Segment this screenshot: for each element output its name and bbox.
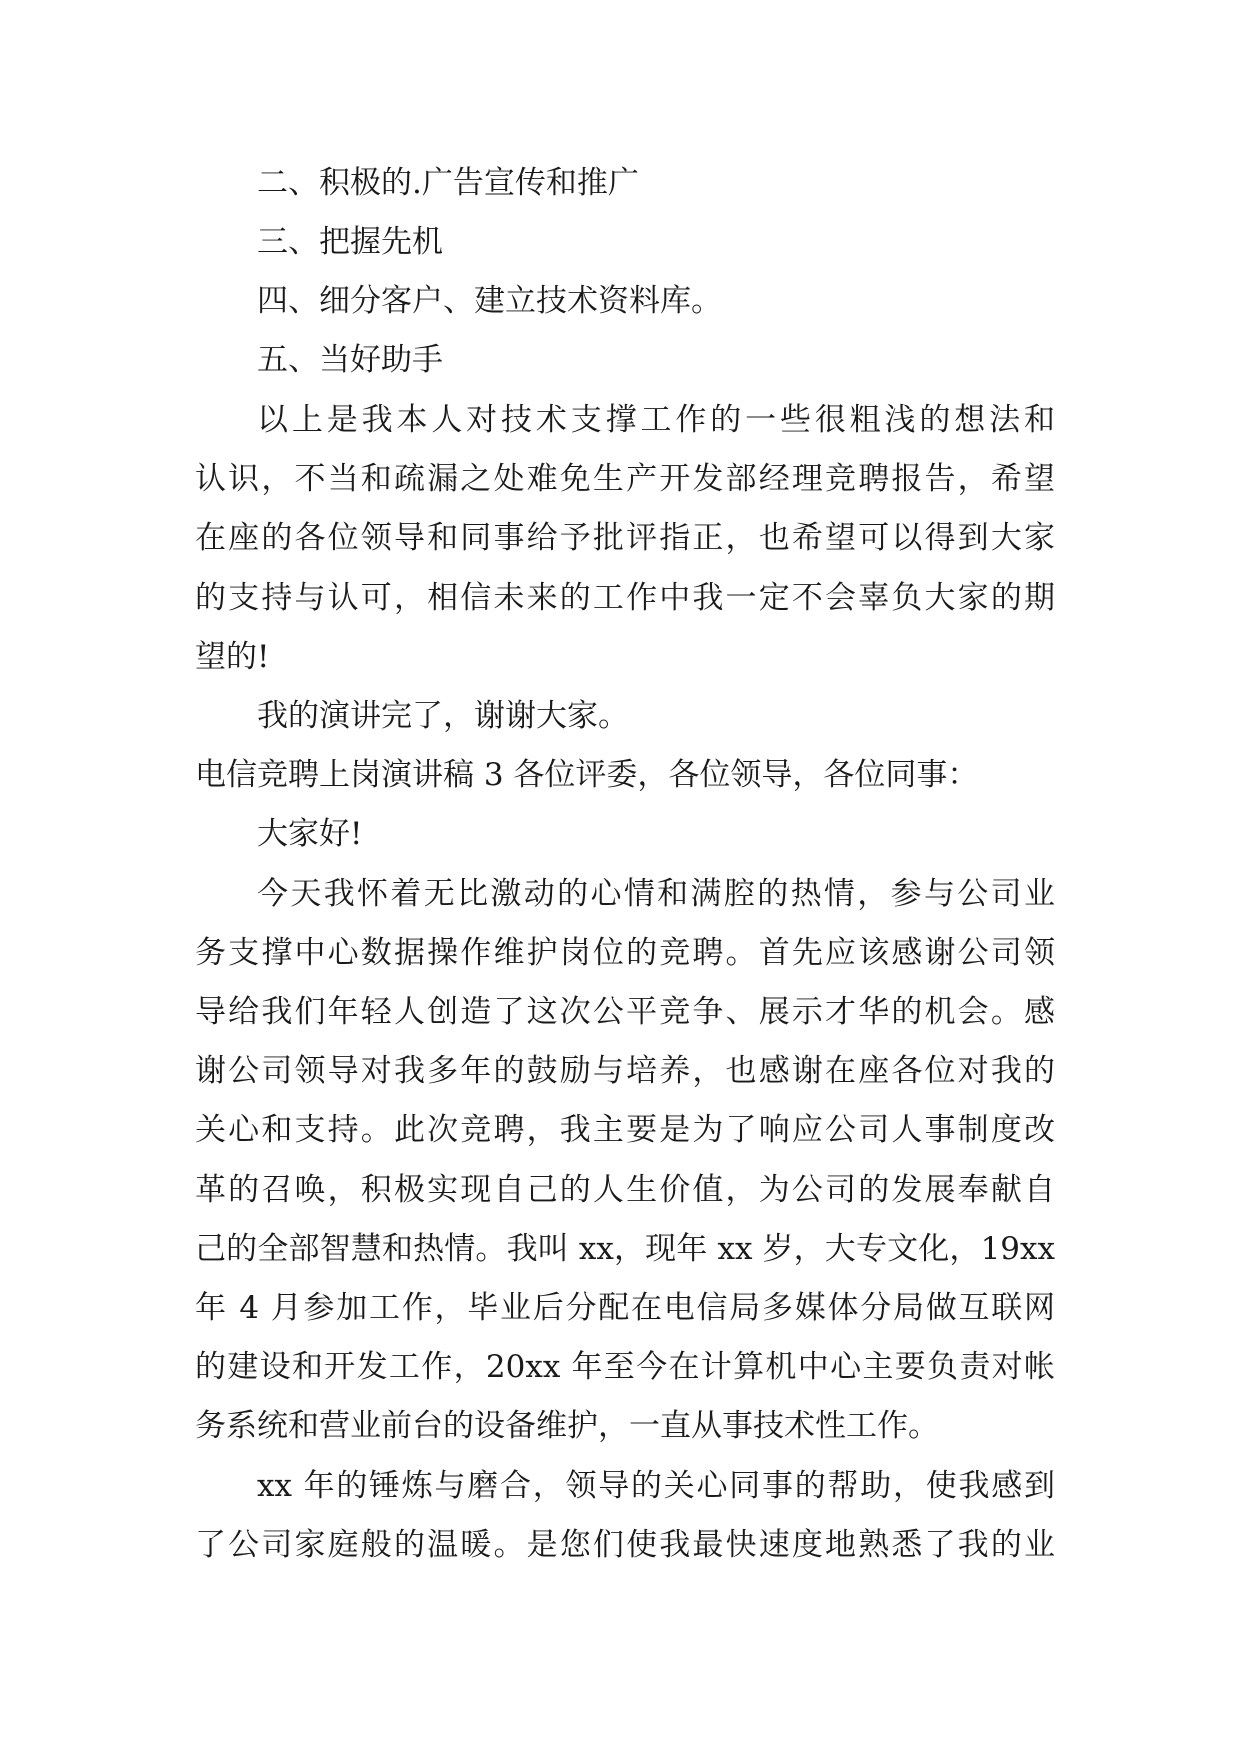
- paragraph-line: 谢公司领导对我多年的鼓励与培养，也感谢在座各位对我的: [195, 1053, 1055, 1089]
- section-heading: 电信竞聘上岗演讲稿 3 各位评委，各位领导，各位同事：: [195, 757, 979, 793]
- list-item-3: 三、把握先机: [257, 224, 443, 260]
- closing-line: 我的演讲完了，谢谢大家。: [257, 698, 629, 734]
- paragraph-line: 望的!: [195, 639, 270, 675]
- paragraph-line: 关心和支持。此次竞聘，我主要是为了响应公司人事制度改: [195, 1112, 1055, 1148]
- paragraph-line: 革的召唤，积极实现自己的人生价值，为公司的发展奉献自: [195, 1172, 1055, 1208]
- paragraph-line: 认识，不当和疏漏之处难免生产开发部经理竞聘报告，希望: [195, 461, 1055, 497]
- paragraph-line: 己的全部智慧和热情。我叫 xx，现年 xx 岁，大专文化，19xx: [195, 1231, 1055, 1267]
- paragraph-line: 务系统和营业前台的设备维护，一直从事技术性工作。: [195, 1408, 939, 1444]
- paragraph-line: 今天我怀着无比激动的心情和满腔的热情，参与公司业: [257, 876, 1055, 912]
- paragraph-line: xx 年的锤炼与磨合，领导的关心同事的帮助，使我感到: [257, 1468, 1055, 1504]
- greeting: 大家好!: [257, 816, 363, 852]
- paragraph-line: 了公司家庭般的温暖。是您们使我最快速度地熟悉了我的业: [195, 1527, 1055, 1563]
- paragraph-line: 务支撑中心数据操作维护岗位的竞聘。首先应该感谢公司领: [195, 935, 1055, 971]
- paragraph-line: 年 4 月参加工作，毕业后分配在电信局多媒体分局做互联网: [195, 1290, 1055, 1326]
- paragraph-line: 以上是我本人对技术支撑工作的一些很粗浅的想法和: [257, 402, 1055, 438]
- list-item-4: 四、细分客户、建立技术资料库。: [257, 283, 722, 319]
- list-item-5: 五、当好助手: [257, 342, 443, 378]
- paragraph-line: 的支持与认可，相信未来的工作中我一定不会辜负大家的期: [195, 580, 1055, 616]
- list-item-2: 二、积极的.广告宣传和推广: [257, 165, 639, 201]
- paragraph-line: 在座的各位领导和同事给予批评指正，也希望可以得到大家: [195, 520, 1055, 556]
- paragraph-line: 的建设和开发工作，20xx 年至今在计算机中心主要负责对帐: [195, 1349, 1055, 1385]
- paragraph-line: 导给我们年轻人创造了这次公平竞争、展示才华的机会。感: [195, 994, 1055, 1030]
